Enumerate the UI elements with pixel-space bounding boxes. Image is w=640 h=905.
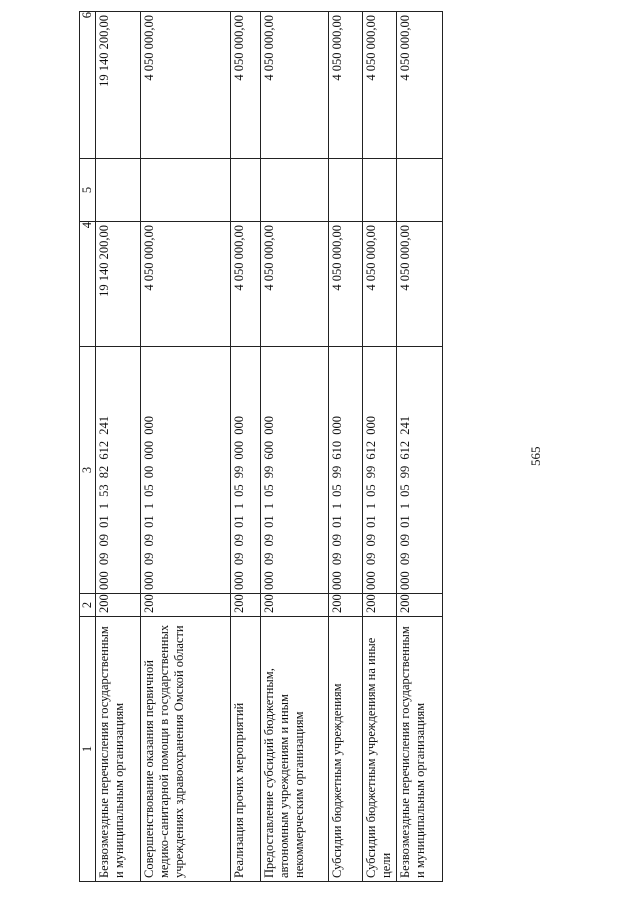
col-header-4: 4 [80,222,96,347]
table-row [363,12,397,882]
col-header-5: 5 [80,159,96,222]
budget-table [79,11,443,882]
table-row [261,12,329,882]
row-code2: 200 [261,594,329,617]
row-name: Безвозмездные перечисления государственным и муниципальным организациям [397,617,443,882]
column-number-row [80,12,96,882]
table-row [231,12,261,882]
row-name: Реализация прочих мероприятий [231,617,261,882]
row-col6: 4 050 000,00 [141,12,231,159]
table-row [141,12,231,882]
row-code3: 000 09 09 01 1 05 99 600 000 [261,347,329,594]
row-col6: 4 050 000,00 [231,12,261,159]
row-code2: 200 [329,594,363,617]
row-col5 [397,159,443,222]
row-code3: 000 09 09 01 1 05 00 000 000 [141,347,231,594]
table-row [329,12,363,882]
row-name: Субсидии бюджетным учреждениям на иные цели [363,617,397,882]
row-col5 [363,159,397,222]
row-name: Предоставление субсидий бюджетным, автономным учреждениям и иным некоммерческим организациям [261,617,329,882]
row-col4: 4 050 000,00 [397,222,443,347]
row-code2: 200 [363,594,397,617]
row-col6: 4 050 000,00 [363,12,397,159]
page-number-wrap [528,446,558,482]
row-name: Безвозмездные перечисления государственным и муниципальным организациям [96,617,141,882]
row-code3: 000 09 09 01 1 05 99 000 000 [231,347,261,594]
row-code3: 000 09 09 01 1 05 99 612 241 [397,347,443,594]
row-col5 [96,159,141,222]
row-col5 [141,159,231,222]
col-header-3: 3 [80,347,96,594]
table-row [397,12,443,882]
table-row [96,12,141,882]
row-col4: 4 050 000,00 [261,222,329,347]
row-code3: 000 09 09 01 1 05 99 610 000 [329,347,363,594]
row-col4: 4 050 000,00 [363,222,397,347]
row-col4: 4 050 000,00 [329,222,363,347]
row-col6: 4 050 000,00 [329,12,363,159]
row-code3: 000 09 09 01 1 05 99 612 000 [363,347,397,594]
col-header-1: 1 [80,617,96,882]
row-col4: 4 050 000,00 [231,222,261,347]
row-col6: 4 050 000,00 [261,12,329,159]
row-col5 [329,159,363,222]
row-code2: 200 [96,594,141,617]
row-code3: 000 09 09 01 1 53 82 612 241 [96,347,141,594]
row-name: Совершенствование оказания первичной медико-санитарной помощи в государственных учреждениях здравоохранения Омской области [141,617,231,882]
row-col4: 19 140 200,00 [96,222,141,347]
row-name: Субсидии бюджетным учреждениям [329,617,363,882]
rotated-table-container [79,12,427,882]
row-code2: 200 [231,594,261,617]
row-code2: 200 [397,594,443,617]
row-col4: 4 050 000,00 [141,222,231,347]
row-col6: 19 140 200,00 [96,12,141,159]
row-code2: 200 [141,594,231,617]
page-number: 565 [528,446,543,466]
col-header-2: 2 [80,594,96,617]
row-col5 [261,159,329,222]
row-col5 [231,159,261,222]
col-header-6: 6 [80,12,96,159]
row-col6: 4 050 000,00 [397,12,443,159]
